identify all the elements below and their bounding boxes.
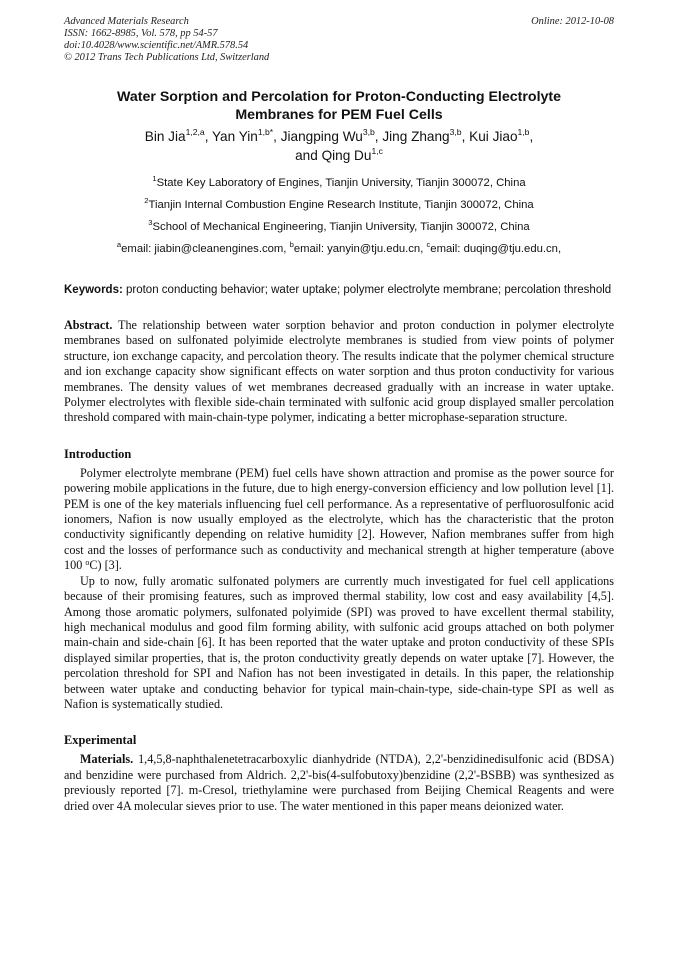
affiliation: $^3$School of Mechanical Engineering, Tianjin University, Tianjin 300072, China	[148, 218, 530, 233]
online-date: Online: 2012-10-08	[531, 16, 614, 27]
abstract-label: Abstract.	[64, 318, 113, 332]
journal-name: Advanced Materials Research	[64, 16, 189, 27]
section-heading-introduction: Introduction	[64, 446, 132, 461]
intro-paragraph-2: Up to now, fully aromatic sulfonated polymers are currently much investigated for fuel cell applications because of their promising features, such as improved thermal stability, low cost and easy availability [4,5]. Among those aromatic polymers, sulfonated polyimide (SPI) was proved to have excellent thermal stability, high mechanical modulus and good film forming ability, with sulfonic acid groups attached on both polymer main-chain and side-chain [6]. It has been reported that the water uptake and proton conductivity of these SPIs displayed similar properties, that is, the proton conductivity greatly depends on water uptake [7]. However, the percolation threshold for SPI and Nafion has not been investigated in details. In this paper, the relationship between water uptake and conducting behavior for typical main-chain-type, side-chain-type SPI as well as Nafion is systematically studied.	[64, 573, 614, 711]
author: Kui Jiao$^{1,b}$,	[469, 127, 534, 144]
author-list	[64, 127, 614, 165]
journal-header	[64, 16, 614, 64]
issn-line: ISSN: 1662-8985, Vol. 578, pp 54-57	[64, 28, 218, 39]
doi-line[interactable]: doi:10.4028/www.scientific.net/AMR.578.54	[64, 40, 249, 51]
email-entry[interactable]: $^c$email: duqing@tju.edu.cn,	[426, 240, 562, 255]
keywords-text: proton conducting behavior; water uptake; polymer electrolyte membrane; percolation threshold	[122, 284, 612, 296]
keywords-label: Keywords:	[64, 284, 123, 296]
materials-label: Materials.	[80, 752, 134, 767]
author: Jiangping Wu$^{3,b}$,	[280, 127, 383, 144]
email-list	[64, 242, 614, 256]
abstract-text: The relationship between water sorption behavior and proton conduction in polymer electrolyte membranes based on sulfonated polyimide electrolyte membranes is studied from view points of polymer structure, ion exchange capacity, and percolation theory. The results indicate that the polymer chemical structure and ion exchange capacity show significant effects on water sorption and thus proton conductivity for various membranes. The density values of wet membranes decreased gradually with an increase in water uptake. Polymer electrolytes with flexible side-chain terminated with sulfonic acid group displayed smaller percolation threshold compared with main-chain-type polymer, indicating a better microphase-separation structure.	[64, 318, 614, 425]
paper-title	[64, 88, 614, 124]
affiliation: $^1$State Key Laboratory of Engines, Tianjin University, Tianjin 300072, China	[152, 174, 526, 189]
affiliation: $^2$Tianjin Internal Combustion Engine Research Institute, Tianjin 300072, China	[144, 196, 534, 211]
abstract	[64, 318, 614, 426]
intro-paragraph-1: Polymer electrolyte membrane (PEM) fuel cells have shown attraction and promise as the power source for powering mobile applications in the future, due to high energy-conversion efficiency and low pollution level [1]. PEM is one of the key materials influencing fuel cell performance. As a representative of perfluorosulfonic acid ionomers, Nafion is now usually employed as the electrolyte, which has the characteristic that the proton conductivity significantly depending on relative humidity [2]. However, Nafion membranes suffer from high cost and the losses of performance such as conductivity and mechanical strength at higher temperature (above 100 $^o$C) [3].	[64, 465, 614, 573]
copyright-line: © 2012 Trans Tech Publications Ltd, Switzerland	[64, 52, 270, 63]
author: Bin Jia$^{1,2,a}$,	[144, 127, 212, 144]
author: and Qing Du$^{1,c}$	[295, 146, 383, 163]
paper-title-line-2: Membranes for PEM Fuel Cells	[235, 107, 443, 123]
section-heading-experimental: Experimental	[64, 733, 137, 748]
email-entry[interactable]: $^b$email: yanyin@tju.edu.cn,	[289, 240, 427, 255]
author: Jing Zhang$^{3,b}$,	[382, 127, 470, 144]
email-entry[interactable]: $^a$email: jiabin@cleanengines.com,	[116, 240, 290, 255]
materials-paragraph: Materials. 1,4,5,8-naphthalenetetracarboxylic dianhydride (NTDA), 2,2'-benzidinedisulfonic acid (BDSA) and benzidine were purchased from Aldrich. 2,2'-bis(4-sulfobutoxy)benzidine (2,2'-BSBB) was synthesized as previously reported [7]. m-Cresol, triethylamine were purchased from Beijing Chemical Reagents and were dried over 4A molecular sieves prior to use. The water mentioned in this paper means deionized water.	[64, 752, 614, 813]
author: Yan Yin$^{1,b*}$,	[212, 127, 281, 144]
keywords	[64, 283, 614, 298]
paper-title-line-1: Water Sorption and Percolation for Proton-Conducting Electrolyte	[116, 89, 562, 105]
